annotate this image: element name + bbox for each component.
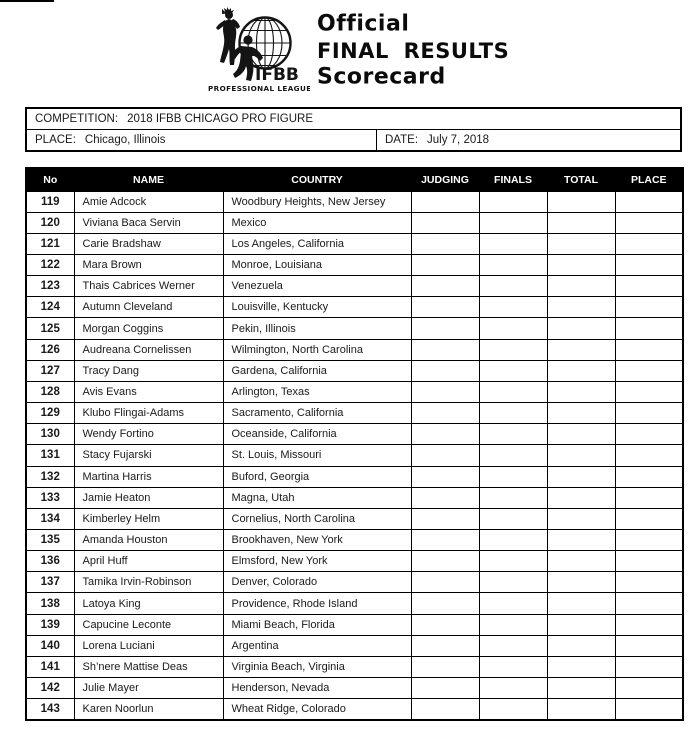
table-row: [26, 699, 683, 720]
cell-competitor-name: Jamie Heaton: [74, 487, 223, 508]
cell-total-score: [547, 572, 615, 593]
table-row: [26, 508, 683, 529]
cell-competitor-country: Buford, Georgia: [223, 466, 411, 487]
table-row: [26, 551, 683, 572]
table-row: [26, 530, 683, 551]
cell-total-score: [547, 445, 615, 466]
cell-competitor-name: Sh’nere Mattise Deas: [74, 656, 223, 677]
header-no: No: [26, 168, 74, 191]
cell-competitor-country: Arlington, Texas: [223, 381, 411, 402]
cell-total-score: [547, 593, 615, 614]
cell-finals-score: [479, 191, 547, 212]
cell-total-score: [547, 233, 615, 254]
cell-competitor-number: 124: [26, 297, 74, 318]
cell-place-value: [615, 635, 683, 656]
cell-total-score: [547, 656, 615, 677]
cell-judging-score: [411, 297, 479, 318]
cell-competitor-name: Carie Bradshaw: [74, 233, 223, 254]
cell-judging-score: [411, 487, 479, 508]
cell-total-score: [547, 487, 615, 508]
competition-row: [27, 109, 680, 130]
scan-artifact-line: [0, 0, 54, 2]
cell-judging-score: [411, 254, 479, 275]
date-cell: [377, 130, 680, 150]
competition-label: COMPETITION:: [35, 113, 119, 125]
cell-total-score: [547, 191, 615, 212]
cell-competitor-country: St. Louis, Missouri: [223, 445, 411, 466]
cell-competitor-country: Monroe, Louisiana: [223, 254, 411, 275]
cell-finals-score: [479, 593, 547, 614]
cell-competitor-number: 132: [26, 466, 74, 487]
cell-competitor-name: Latoya King: [74, 593, 223, 614]
cell-competitor-number: 140: [26, 635, 74, 656]
document-title: [317, 6, 509, 91]
cell-competitor-country: Sacramento, California: [223, 403, 411, 424]
cell-competitor-country: Providence, Rhode Island: [223, 593, 411, 614]
cell-place-value: [615, 318, 683, 339]
table-row: [26, 381, 683, 402]
cell-finals-score: [479, 699, 547, 720]
cell-finals-score: [479, 656, 547, 677]
cell-place-value: [615, 466, 683, 487]
cell-competitor-number: 121: [26, 233, 74, 254]
header-total: TOTAL: [547, 168, 615, 191]
cell-competitor-number: 138: [26, 593, 74, 614]
cell-competitor-country: Argentina: [223, 635, 411, 656]
table-row: [26, 572, 683, 593]
cell-competitor-name: Karen Noorlun: [74, 699, 223, 720]
cell-competitor-name: Amie Adcock: [74, 191, 223, 212]
cell-finals-score: [479, 381, 547, 402]
cell-place-value: [615, 614, 683, 635]
cell-competitor-country: Oceanside, California: [223, 424, 411, 445]
cell-judging-score: [411, 403, 479, 424]
cell-judging-score: [411, 530, 479, 551]
cell-judging-score: [411, 424, 479, 445]
title-line-official: Official: [317, 11, 410, 37]
cell-judging-score: [411, 656, 479, 677]
cell-competitor-name: Thais Cabrices Werner: [74, 276, 223, 297]
table-row: [26, 614, 683, 635]
cell-place-value: [615, 381, 683, 402]
cell-judging-score: [411, 466, 479, 487]
cell-competitor-name: Kimberley Helm: [74, 508, 223, 529]
place-value: Chicago, Illinois: [84, 134, 166, 146]
cell-judging-score: [411, 276, 479, 297]
cell-competitor-number: 126: [26, 339, 74, 360]
cell-competitor-name: Autumn Cleveland: [74, 297, 223, 318]
cell-total-score: [547, 614, 615, 635]
cell-finals-score: [479, 424, 547, 445]
cell-judging-score: [411, 318, 479, 339]
cell-competitor-country: Venezuela: [223, 276, 411, 297]
cell-finals-score: [479, 614, 547, 635]
cell-place-value: [615, 403, 683, 424]
cell-total-score: [547, 276, 615, 297]
table-row: [26, 445, 683, 466]
cell-total-score: [547, 381, 615, 402]
results-table: [25, 167, 684, 721]
cell-finals-score: [479, 487, 547, 508]
place-date-row: [27, 130, 680, 150]
cell-competitor-country: Miami Beach, Florida: [223, 614, 411, 635]
cell-competitor-number: 131: [26, 445, 74, 466]
table-row: [26, 424, 683, 445]
cell-competitor-country: Mexico: [223, 212, 411, 233]
cell-judging-score: [411, 212, 479, 233]
results-table-header: [26, 168, 683, 191]
cell-finals-score: [479, 212, 547, 233]
cell-competitor-country: Los Angeles, California: [223, 233, 411, 254]
cell-finals-score: [479, 678, 547, 699]
cell-competitor-number: 133: [26, 487, 74, 508]
cell-total-score: [547, 466, 615, 487]
table-row: [26, 466, 683, 487]
table-row: [26, 233, 683, 254]
cell-competitor-name: Audreana Cornelissen: [74, 339, 223, 360]
cell-total-score: [547, 551, 615, 572]
cell-competitor-number: 122: [26, 254, 74, 275]
table-row: [26, 678, 683, 699]
masthead: [207, 7, 509, 94]
cell-competitor-number: 119: [26, 191, 74, 212]
cell-place-value: [615, 551, 683, 572]
cell-total-score: [547, 403, 615, 424]
table-row: [26, 487, 683, 508]
cell-competitor-name: Lorena Luciani: [74, 635, 223, 656]
cell-judging-score: [411, 593, 479, 614]
cell-total-score: [547, 424, 615, 445]
table-row: [26, 212, 683, 233]
cell-finals-score: [479, 551, 547, 572]
cell-competitor-country: Gardena, California: [223, 360, 411, 381]
cell-competitor-number: 136: [26, 551, 74, 572]
cell-competitor-country: Pekin, Illinois: [223, 318, 411, 339]
header-row: [26, 168, 683, 191]
cell-place-value: [615, 445, 683, 466]
table-row: [26, 339, 683, 360]
place-cell: [27, 130, 377, 150]
ifbb-logo: [207, 7, 310, 94]
cell-competitor-name: Julie Mayer: [74, 678, 223, 699]
cell-competitor-country: Elmsford, New York: [223, 551, 411, 572]
cell-place-value: [615, 593, 683, 614]
cell-competitor-number: 134: [26, 508, 74, 529]
table-row: [26, 297, 683, 318]
cell-competitor-number: 143: [26, 699, 74, 720]
cell-judging-score: [411, 572, 479, 593]
cell-place-value: [615, 191, 683, 212]
cell-total-score: [547, 678, 615, 699]
cell-competitor-country: Virginia Beach, Virginia: [223, 656, 411, 677]
logo-suborg-text: PROFESSIONAL LEAGUE: [208, 84, 310, 93]
cell-competitor-name: Wendy Fortino: [74, 424, 223, 445]
competition-value: 2018 IFBB CHICAGO PRO FIGURE: [127, 113, 314, 125]
cell-competitor-name: Mara Brown: [74, 254, 223, 275]
cell-judging-score: [411, 614, 479, 635]
cell-total-score: [547, 699, 615, 720]
cell-finals-score: [479, 466, 547, 487]
cell-finals-score: [479, 276, 547, 297]
cell-competitor-number: 129: [26, 403, 74, 424]
cell-place-value: [615, 656, 683, 677]
header-finals: FINALS: [479, 168, 547, 191]
cell-place-value: [615, 530, 683, 551]
cell-finals-score: [479, 318, 547, 339]
logo-org-text: IFBB: [255, 65, 299, 85]
cell-competitor-number: 139: [26, 614, 74, 635]
cell-competitor-country: Cornelius, North Carolina: [223, 508, 411, 529]
cell-competitor-name: Avis Evans: [74, 381, 223, 402]
header-place: PLACE: [615, 168, 683, 191]
cell-competitor-name: Martina Harris: [74, 466, 223, 487]
place-label: PLACE:: [35, 134, 76, 146]
cell-competitor-number: 142: [26, 678, 74, 699]
cell-competitor-name: Capucine Leconte: [74, 614, 223, 635]
cell-competitor-name: Viviana Baca Servin: [74, 212, 223, 233]
cell-place-value: [615, 487, 683, 508]
cell-place-value: [615, 699, 683, 720]
cell-place-value: [615, 297, 683, 318]
cell-competitor-number: 135: [26, 530, 74, 551]
table-row: [26, 191, 683, 212]
cell-total-score: [547, 508, 615, 529]
cell-place-value: [615, 276, 683, 297]
cell-total-score: [547, 360, 615, 381]
cell-competitor-name: Tamika Irvin-Robinson: [74, 572, 223, 593]
cell-competitor-number: 123: [26, 276, 74, 297]
table-row: [26, 318, 683, 339]
cell-competitor-number: 141: [26, 656, 74, 677]
cell-place-value: [615, 360, 683, 381]
table-row: [26, 360, 683, 381]
cell-competitor-name: Klubo Flingai-Adams: [74, 403, 223, 424]
cell-competitor-name: Amanda Houston: [74, 530, 223, 551]
cell-judging-score: [411, 233, 479, 254]
cell-total-score: [547, 212, 615, 233]
cell-total-score: [547, 635, 615, 656]
cell-total-score: [547, 254, 615, 275]
cell-judging-score: [411, 339, 479, 360]
ifbb-logo-graphic: [207, 7, 310, 94]
cell-total-score: [547, 339, 615, 360]
cell-judging-score: [411, 678, 479, 699]
cell-place-value: [615, 508, 683, 529]
cell-finals-score: [479, 508, 547, 529]
cell-judging-score: [411, 360, 479, 381]
cell-place-value: [615, 678, 683, 699]
cell-competitor-name: Stacy Fujarski: [74, 445, 223, 466]
cell-finals-score: [479, 297, 547, 318]
cell-competitor-country: Denver, Colorado: [223, 572, 411, 593]
cell-judging-score: [411, 635, 479, 656]
cell-competitor-number: 127: [26, 360, 74, 381]
header-name: NAME: [74, 168, 223, 191]
cell-finals-score: [479, 445, 547, 466]
cell-place-value: [615, 254, 683, 275]
header-judging: JUDGING: [411, 168, 479, 191]
cell-place-value: [615, 572, 683, 593]
cell-total-score: [547, 297, 615, 318]
competition-info-box: [25, 107, 682, 152]
cell-competitor-country: Louisville, Kentucky: [223, 297, 411, 318]
cell-competitor-name: Morgan Coggins: [74, 318, 223, 339]
results-table-body: [26, 191, 683, 720]
table-row: [26, 656, 683, 677]
cell-competitor-country: Brookhaven, New York: [223, 530, 411, 551]
cell-judging-score: [411, 191, 479, 212]
cell-competitor-number: 120: [26, 212, 74, 233]
table-row: [26, 254, 683, 275]
date-value: July 7, 2018: [427, 134, 490, 146]
table-row: [26, 276, 683, 297]
cell-total-score: [547, 530, 615, 551]
cell-competitor-country: Wilmington, North Carolina: [223, 339, 411, 360]
cell-judging-score: [411, 699, 479, 720]
cell-judging-score: [411, 508, 479, 529]
cell-finals-score: [479, 254, 547, 275]
cell-competitor-country: Henderson, Nevada: [223, 678, 411, 699]
cell-competitor-number: 128: [26, 381, 74, 402]
table-row: [26, 593, 683, 614]
cell-competitor-country: Woodbury Heights, New Jersey: [223, 191, 411, 212]
cell-place-value: [615, 339, 683, 360]
cell-judging-score: [411, 445, 479, 466]
table-row: [26, 635, 683, 656]
cell-total-score: [547, 318, 615, 339]
cell-place-value: [615, 233, 683, 254]
table-row: [26, 403, 683, 424]
cell-competitor-country: Magna, Utah: [223, 487, 411, 508]
cell-judging-score: [411, 551, 479, 572]
cell-finals-score: [479, 233, 547, 254]
cell-place-value: [615, 212, 683, 233]
cell-finals-score: [479, 635, 547, 656]
cell-competitor-country: Wheat Ridge, Colorado: [223, 699, 411, 720]
cell-competitor-number: 125: [26, 318, 74, 339]
title-line-scorecard: Scorecard: [317, 64, 446, 90]
cell-competitor-name: April Huff: [74, 551, 223, 572]
cell-competitor-number: 137: [26, 572, 74, 593]
date-label: DATE:: [385, 134, 419, 146]
cell-finals-score: [479, 403, 547, 424]
cell-place-value: [615, 424, 683, 445]
header-country: COUNTRY: [223, 168, 411, 191]
cell-competitor-number: 130: [26, 424, 74, 445]
cell-judging-score: [411, 381, 479, 402]
cell-finals-score: [479, 530, 547, 551]
cell-finals-score: [479, 572, 547, 593]
title-line-final-results: FINAL RESULTS: [317, 38, 510, 64]
cell-finals-score: [479, 339, 547, 360]
cell-competitor-name: Tracy Dang: [74, 360, 223, 381]
cell-finals-score: [479, 360, 547, 381]
